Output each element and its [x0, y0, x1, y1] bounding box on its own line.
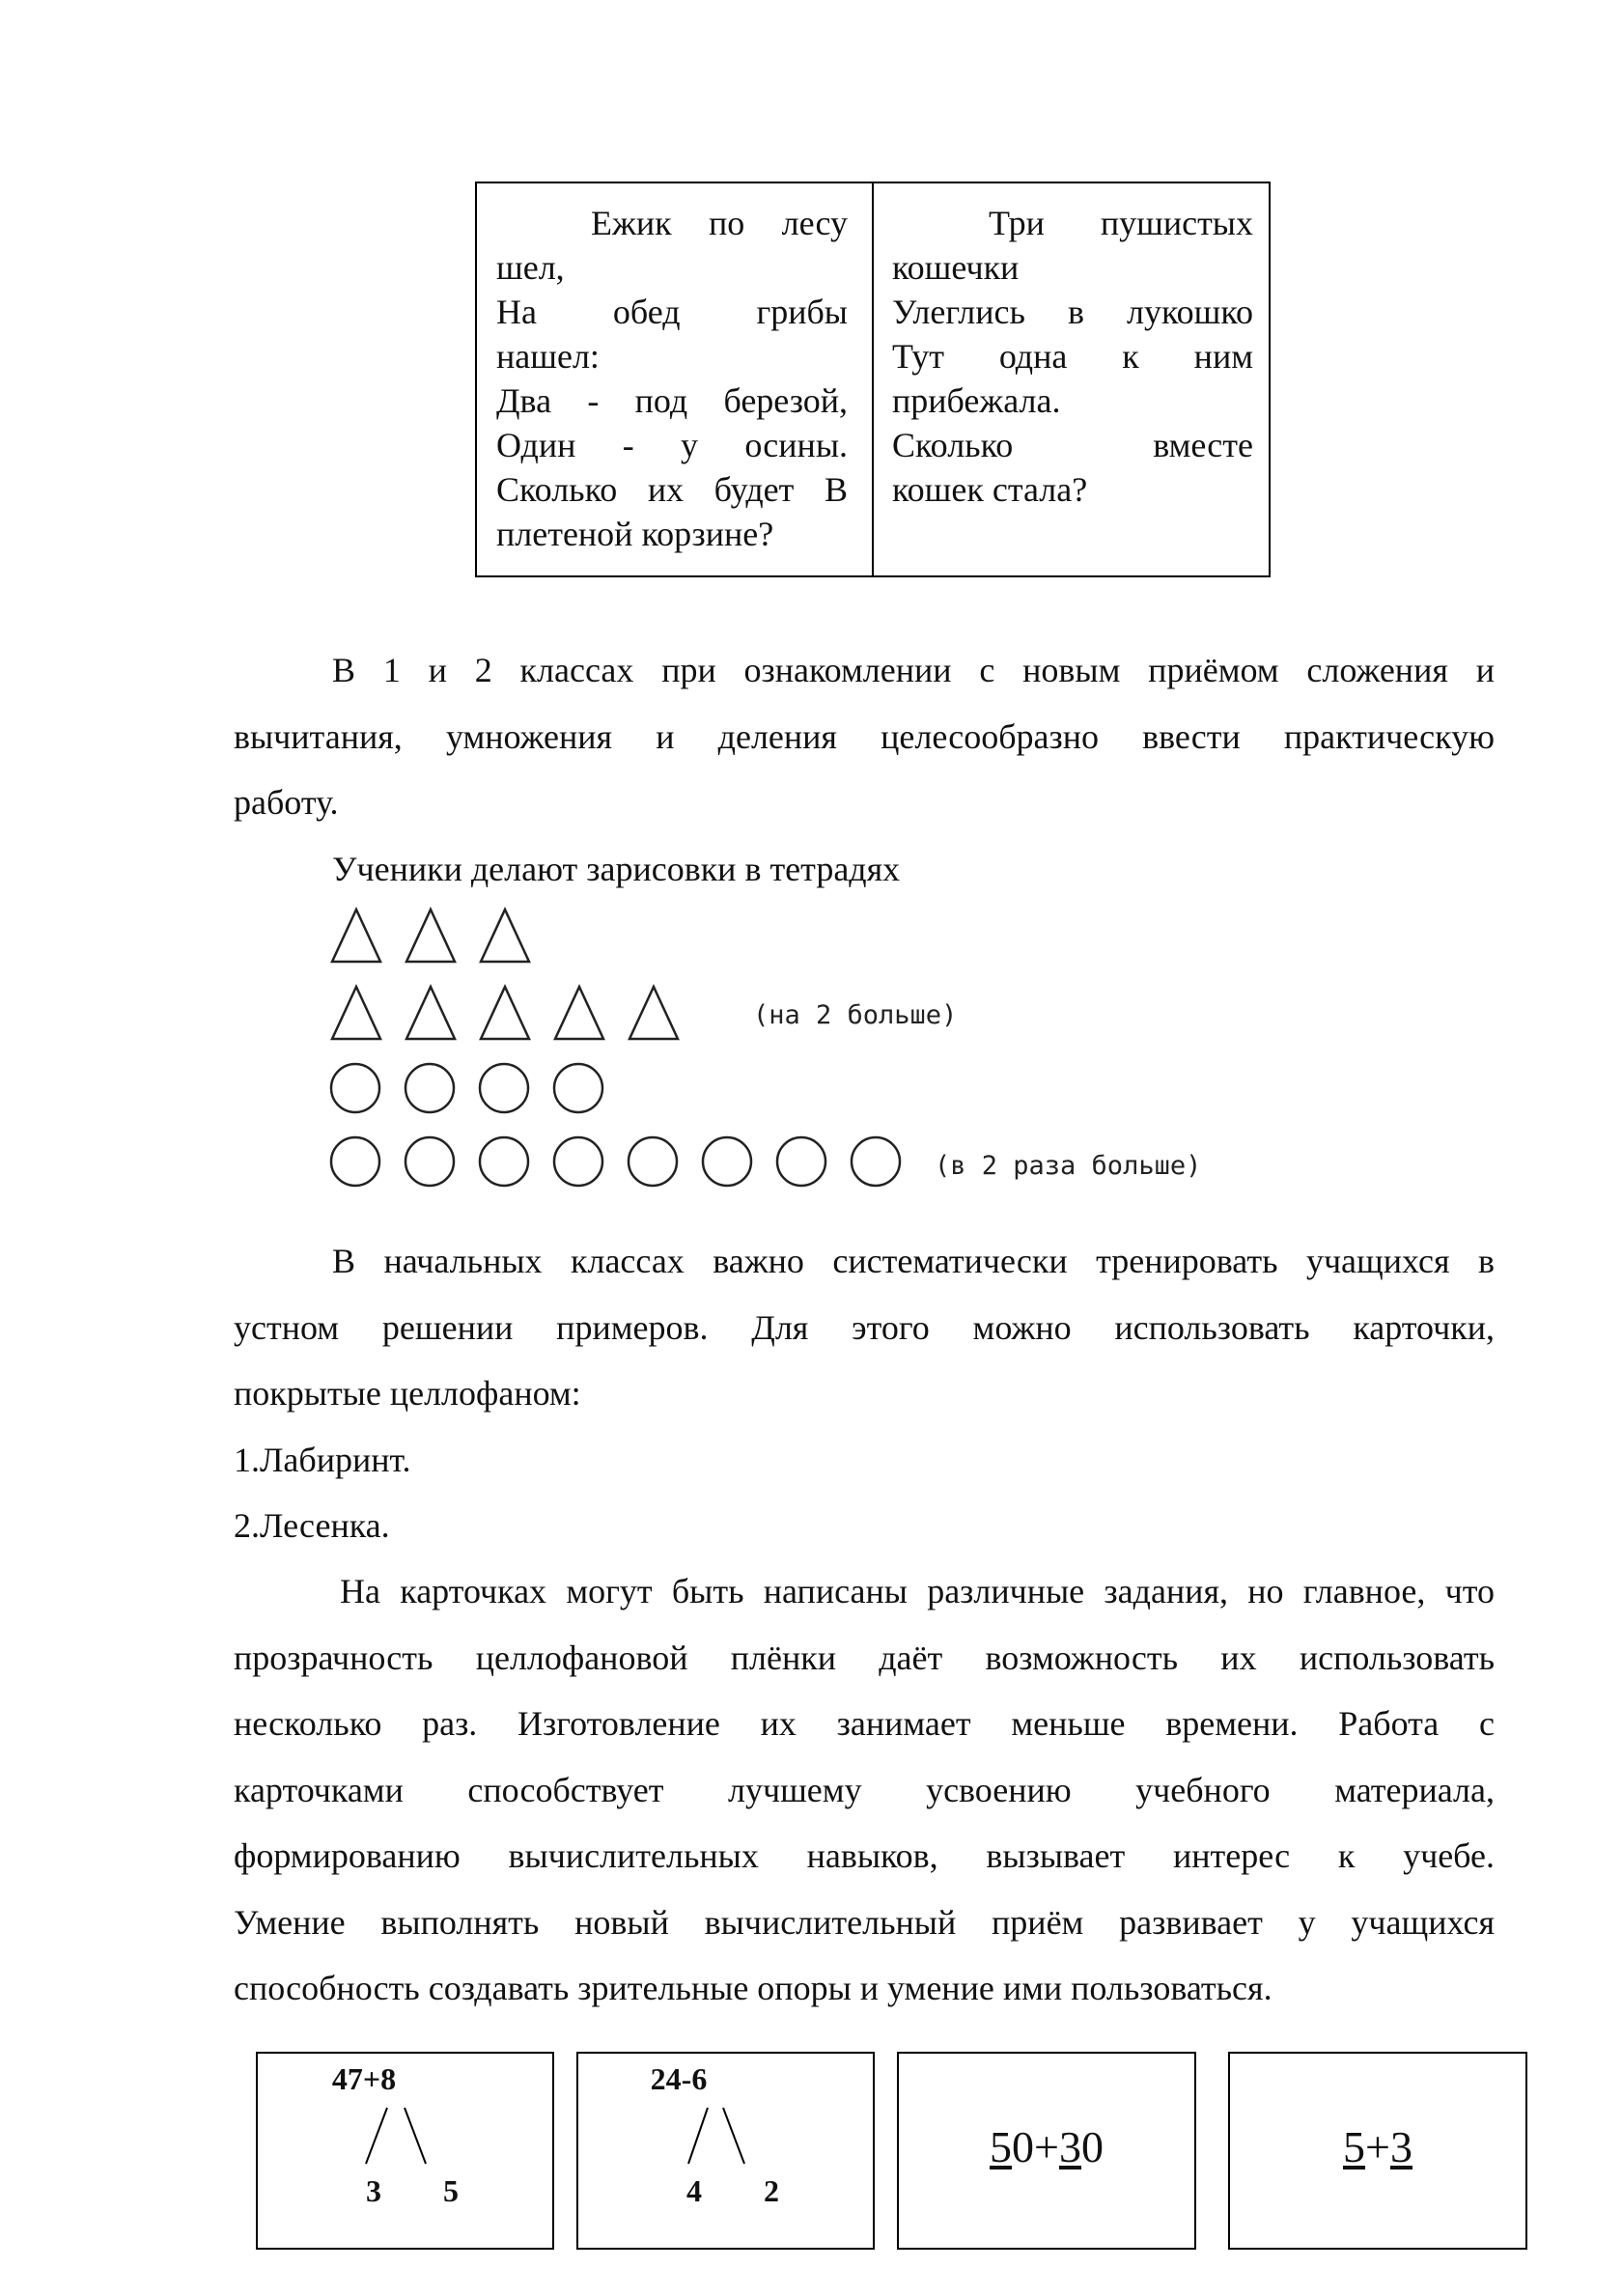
card-tens-addition [897, 2052, 1196, 2250]
paragraph-practical-work [234, 637, 1495, 836]
text-line: устном решении примеров. Для этого можно использовать карточки, [234, 1307, 1495, 1347]
poem-line: шел, [496, 248, 565, 287]
card-addition-split [256, 2052, 554, 2250]
triangle-row-2 [328, 983, 685, 1045]
triangle-note: (на 2 больше) [753, 1000, 958, 1030]
text-line: способность создавать зрительные опоры и умение ими пользоваться. [234, 1969, 1272, 2007]
list-item: 2.Лесенка. [234, 1506, 390, 1545]
card-left-part: 3 [366, 2173, 381, 2208]
card-units-addition [1228, 2052, 1527, 2250]
poem-line: плетеной корзине? [496, 515, 774, 553]
poem-line: На обед грибы [496, 293, 848, 331]
text-line: работу. [234, 783, 339, 822]
expression-part: + [1365, 2122, 1390, 2171]
text-line: Умение выполнять новый вычислительный приём развивает у учащихся [234, 1902, 1495, 1942]
poem-line: кошек стала? [892, 470, 1088, 509]
poem-line: Ежик по лесу [591, 204, 848, 242]
text-line: вычитания, умножения и деления целесообразно ввести практическую [234, 716, 1495, 756]
poem-line: Тут одна к ним [892, 337, 1253, 376]
split-branches [364, 2104, 441, 2171]
card-expression [1230, 2121, 1525, 2172]
underlined-digit: 5 [1343, 2122, 1366, 2171]
card-right-part: 5 [443, 2173, 459, 2208]
underlined-digit: 3 [1389, 2122, 1412, 2171]
table-divider [872, 183, 874, 575]
list-item: 1.Лабиринт. [234, 1441, 411, 1479]
paragraph-cards [234, 1558, 1495, 2022]
poem-line: Сколько вместе [892, 426, 1253, 464]
card-left-part: 4 [686, 2173, 702, 2208]
poem-line: кошечки [892, 248, 1020, 287]
text-line: прозрачность целлофановой плёнки даёт возможность их использовать [234, 1638, 1495, 1677]
text-line: карточками способствует лучшему усвоению учебного материала, [234, 1770, 1495, 1809]
triangle-row-1 [328, 906, 541, 967]
underlined-digit: 3 [1058, 2122, 1081, 2171]
poem-line: Улеглись в лукошко [892, 293, 1253, 331]
expression-part: 0 [1080, 2122, 1104, 2171]
card-subtraction-split [576, 2052, 875, 2250]
poem-table [475, 182, 1271, 577]
poem-line: Один - у осины. [496, 426, 848, 464]
poem-line: Два - под березой, [496, 381, 848, 420]
text-line: формированию вычислительных навыков, вызывает интерес к учебе. [234, 1836, 1495, 1875]
poem-line: Три пушистых [989, 204, 1253, 242]
poem-line: нашел: [496, 337, 600, 376]
circle-note: (в 2 раза больше) [935, 1151, 1202, 1181]
card-expression [899, 2121, 1194, 2172]
text-line: В начальных классах важно систематически тренировать учащихся в [332, 1242, 1495, 1280]
card-right-part: 2 [764, 2173, 779, 2208]
expression-part: 0+ [1012, 2122, 1059, 2171]
underlined-digit: 5 [990, 2122, 1013, 2171]
poem-left-cell [496, 201, 848, 556]
circle-row-2 [328, 1134, 908, 1191]
paragraph-oral-training [234, 1228, 1495, 1427]
sketch-intro: Ученики делают зарисовки в тетрадях [332, 850, 901, 888]
card-expression: 47+8 [331, 2061, 397, 2096]
poem-line: Сколько их будет В [496, 470, 848, 509]
text-line: покрытые целлофаном: [234, 1374, 581, 1413]
text-line: В 1 и 2 классах при ознакомлении с новым приёмом сложения и [332, 651, 1495, 689]
text-line: На карточках могут быть написаны различные задания, но главное, что [340, 1572, 1495, 1610]
text-line: несколько раз. Изготовление их занимает меньше времени. Работа с [234, 1704, 1495, 1743]
circle-row-1 [328, 1060, 618, 1118]
split-branches [683, 2104, 760, 2171]
poem-right-cell [892, 201, 1253, 512]
card-expression: 24-6 [650, 2061, 708, 2096]
poem-line: прибежала. [892, 381, 1061, 420]
